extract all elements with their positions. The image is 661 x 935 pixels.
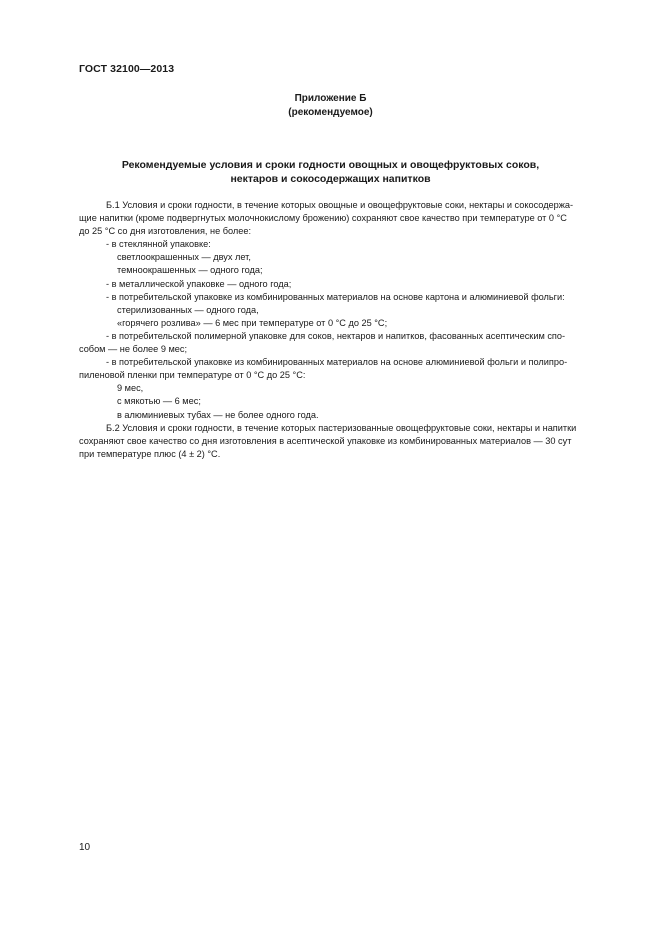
sub-list-item: с мякотью — 6 мес;: [117, 396, 201, 407]
text-line: сохраняют свое качество со дня изготовления в асептической упаковке из комбинированных материалов — 30 сут: [79, 435, 572, 446]
text-line: при температуре плюс (4 ± 2) °С.: [79, 448, 221, 459]
sub-list-item: в алюминиевых тубах — не более одного года.: [117, 409, 319, 420]
annex-title-line-2: нектаров и сокосодержащих напитков: [230, 173, 431, 185]
text-line: собом — не более 9 мес;: [79, 344, 188, 355]
sub-list-item: светлоокрашенных — двух лет,: [117, 252, 251, 263]
page-number: 10: [79, 842, 91, 853]
sub-list-item: темноокрашенных — одного года;: [117, 265, 263, 276]
annex-heading: [0, 92, 661, 120]
list-item: - в потребительской упаковке из комбинированных материалов на основе картона и алюминиевой фольги:: [106, 291, 565, 302]
list-item: - в потребительской полимерной упаковке для соков, нектаров и напитков, фасованных асептическим спо-: [106, 330, 566, 341]
text-line: щие напитки (кроме подвергнутых молочнокислому брожению) сохраняют свое качество при температуре от 0 °С: [79, 213, 567, 224]
list-item: - в потребительской упаковке из комбинированных материалов на основе алюминиевой фольги и полипро-: [106, 357, 568, 368]
annex-status: (рекомендуемое): [288, 107, 373, 118]
sub-list-item: 9 мес,: [117, 383, 144, 394]
list-item: - в металлической упаковке — одного года;: [106, 278, 292, 289]
list-item: - в стеклянной упаковке:: [106, 239, 211, 250]
text-line: пиленовой пленки при температуре от 0 °С до 25 °С:: [79, 370, 306, 381]
text-line: Б.2 Условия и сроки годности, в течение которых пастеризованные овощефруктовые соки, нектары и напитки: [106, 422, 577, 433]
document-body: [79, 199, 613, 461]
annex-title: [0, 158, 661, 186]
text-line: Б.1 Условия и сроки годности, в течение которых овощные и овощефруктовые соки, нектары и сокосодержа-: [106, 200, 574, 210]
sub-list-item: «горячего розлива» — 6 мес при температуре от 0 °С до 25 °С;: [117, 317, 388, 328]
annex-label: Приложение Б: [294, 93, 367, 104]
text-line: до 25 °С со дня изготовления, не более:: [79, 226, 252, 237]
annex-title-line-1: Рекомендуемые условия и сроки годности овощных и овощефруктовых соков,: [121, 159, 540, 171]
sub-list-item: стерилизованных — одного года,: [117, 304, 259, 315]
standard-designation: ГОСТ 32100—2013: [79, 63, 175, 75]
